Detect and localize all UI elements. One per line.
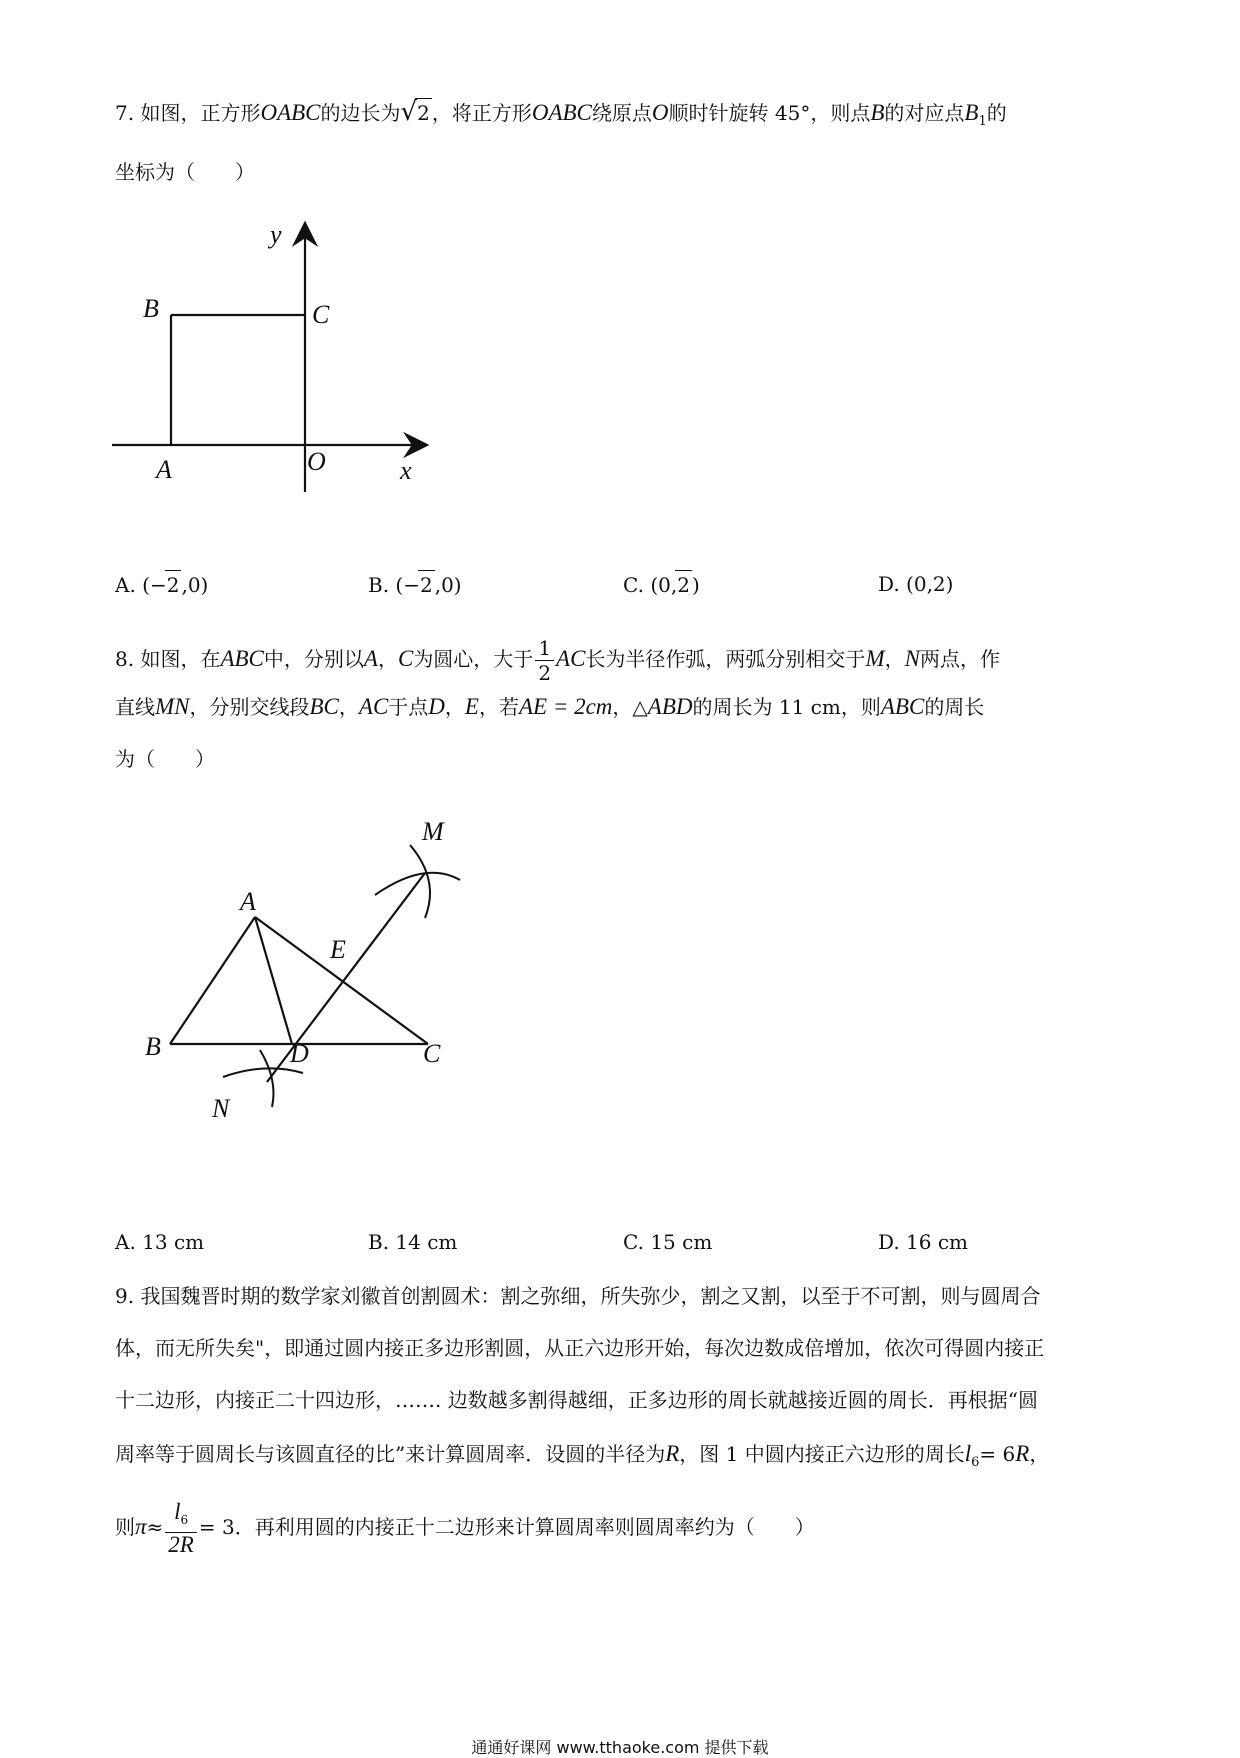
label-y: y bbox=[270, 220, 282, 249]
label-a: A bbox=[156, 455, 172, 484]
q8-line-3: 为（ ） bbox=[115, 747, 215, 771]
q7-line-1: 7. 如图，正方形OABC的边长为√2 ，将正方形OABC绕原点O顺时针旋转 45°，则点B的对应点$B_1$的 bbox=[115, 97, 1007, 129]
page-footer: 通通好课网 www.tthaoke.com 提供下载 bbox=[471, 1738, 769, 1757]
q7-figure bbox=[100, 215, 440, 500]
q9-line-4: 周率等于圆周长与该圆直径的比”来计算圆周率．设圆的半径为R，图 1 中圆内接正六边形的周长$l_6= 6R$， bbox=[115, 1441, 1050, 1470]
q7-option-a[interactable]: A. (−2 ,0) bbox=[115, 570, 208, 599]
label-n: N bbox=[212, 1094, 230, 1123]
label-x: x bbox=[400, 456, 412, 485]
q7-option-c[interactable]: C. (0,2 ) bbox=[623, 570, 700, 599]
q8-line-1: 8. 如图，在ABC中，分别以A，C为圆心，大于 $\frac{1}{2}$ AC长为半径作弧，两弧分别相交于M，N两点，作 bbox=[115, 636, 1000, 685]
q8-line-2: 直线MN，分别交线段BC，AC于点D，E，若AE = 2cm，△ABD的周长为 11 cm，则ABC的周长 bbox=[115, 694, 985, 719]
q9-line-1: 9. 我国魏晋时期的数学家刘徽首创割圆术：割之弥细，所失弥少，割之又割，以至于不可割，则与圆周合 bbox=[115, 1284, 1041, 1308]
label-o: O bbox=[307, 447, 326, 476]
arc-n-2 bbox=[260, 1050, 274, 1107]
label-b: B bbox=[145, 1032, 161, 1061]
label-b: B bbox=[143, 294, 159, 323]
label-e: E bbox=[330, 935, 346, 964]
q9-line-5: 则π≈ $\frac{l_6}{2R}$ = 3．再利用圆的内接正十二边形来计算圆周率则圆周率约为（ ） bbox=[115, 1499, 815, 1557]
q8-option-b[interactable]: B. 14 cm bbox=[368, 1230, 458, 1254]
q8-option-d[interactable]: D. 16 cm bbox=[878, 1230, 969, 1254]
q9-line-3: 十二边形，内接正二十四边形，……. 边数越多割得越细，正多边形的周长就越接近圆的周长．再根据“圆 bbox=[115, 1388, 1038, 1412]
label-m: M bbox=[422, 817, 444, 846]
q7-oabc: OABC bbox=[260, 100, 321, 125]
q8-fraction: $\frac{1}{2}$ bbox=[535, 636, 554, 685]
q7-sqrt: √2 bbox=[400, 97, 430, 127]
q9-fraction: $\frac{l_6}{2R}$ bbox=[165, 1500, 197, 1557]
seg-ab bbox=[170, 917, 255, 1044]
q8-option-c[interactable]: C. 15 cm bbox=[623, 1230, 713, 1254]
q8-option-a[interactable]: A. 13 cm bbox=[115, 1230, 205, 1254]
arc-n-1 bbox=[223, 1068, 303, 1077]
q7-line-2: 坐标为（ ） bbox=[115, 160, 255, 184]
q7-option-b[interactable]: B. (−2 ,0) bbox=[368, 570, 462, 599]
label-c: C bbox=[423, 1039, 441, 1068]
label-c: C bbox=[312, 300, 330, 329]
seg-ad bbox=[255, 917, 292, 1044]
q8-figure bbox=[140, 800, 480, 1140]
arc-m-2 bbox=[410, 845, 430, 918]
q9-line-2: 体，而无所失矣"，即通过圆内接正多边形割圆，从正六边形开始，每次边数成倍增加，依次可得圆内接正 bbox=[115, 1336, 1045, 1360]
label-d: D bbox=[290, 1039, 309, 1068]
q7-option-d[interactable]: D. (0,2) bbox=[878, 572, 954, 596]
label-a: A bbox=[240, 887, 256, 916]
